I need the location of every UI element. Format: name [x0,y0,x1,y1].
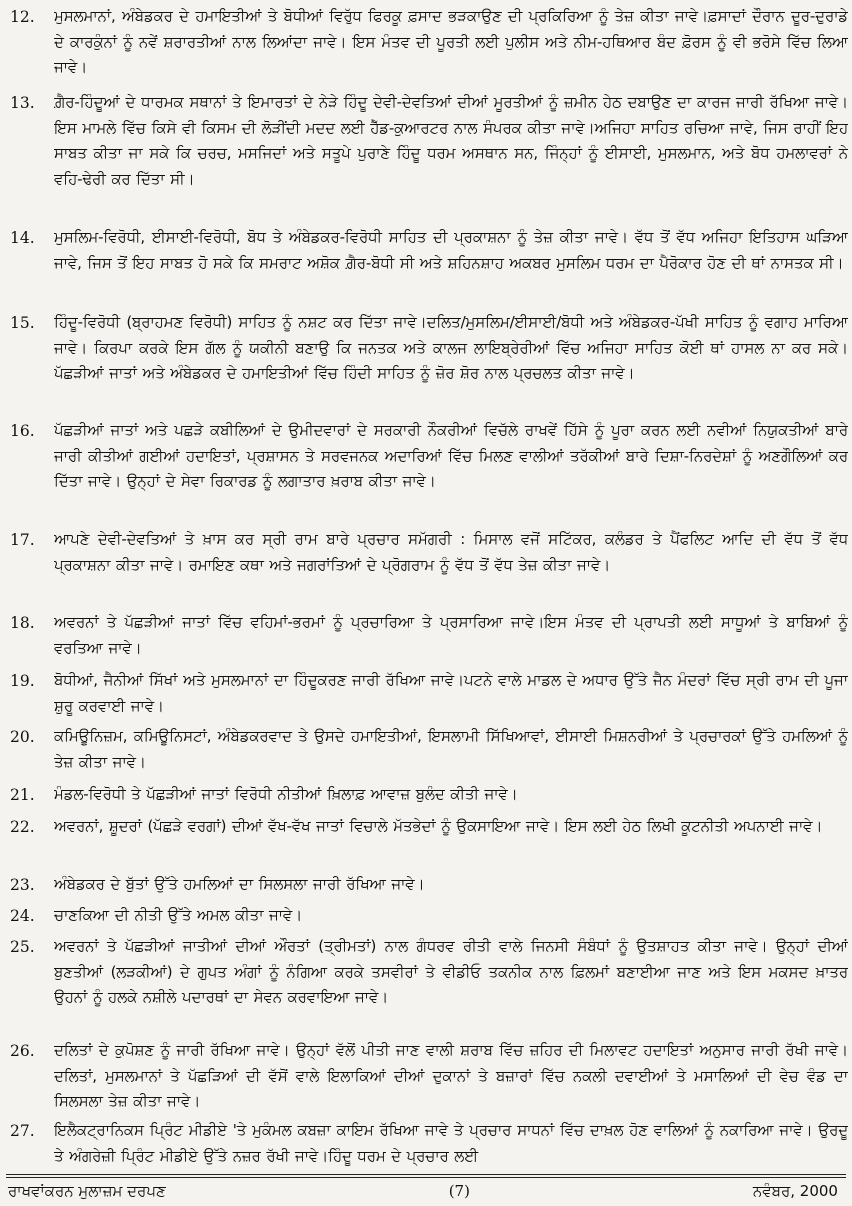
page-footer [8,1178,838,1204]
item-number: 19. [10,672,35,690]
list-item-21 [6,782,848,809]
item-number: 16. [10,422,35,440]
publication-title: ਰਾਖਵਾਂਕਰਨ ਮੁਲਾਜ਼ਮ ਦਰਪਣ [8,1182,166,1200]
list-item-13 [6,90,848,193]
item-text: ਅੰਬੇਡਕਰ ਦੇ ਬੁੱਤਾਂ ਉੱਤੇ ਹਮਲਿਆਂ ਦਾ ਸਿਲਸਲਾ ਜਾਰੀ ਰੱਖਿਆ ਜਾਵੇ। [54,875,425,893]
item-text: ਅਵਰਨਾਂ ਤੇ ਪੱਛੜੀਆਂ ਜਾਤੀਆਂ ਦੀਆਂ ਔਰਤਾਂ (ਤ੍ਰੀਮਤਾਂ) ਨਾਲ ਗੰਧਰਵ ਰੀਤੀ ਵਾਲੇ ਜਿਨਸੀ ਸੰਬੰਧਾਂ ਨੂੰ ਉਤਸ਼ਾਹਤ ਕੀਤਾ ਜਾਵੇ। ਉਨ੍ਹਾਂ ਦੀਆਂ ਬੁਣਤੀਆਂ (ਲੜਕੀਆਂ) ਦੇ ਗੁਪਤ ਅੰਗਾਂ ਨੂੰ ਨੰਗਿਆ ਕਰਕੇ ਤਸਵੀਰਾਂ ਤੇ ਵੀਡੀਓ ਤਕਨੀਕ ਨਾਲ ਫ਼ਿਲਮਾਂ ਬਣਾਈਆ ਜਾਣ ਅਤੇ ਇਸ ਮਕਸਦ ਖ਼ਾਤਰ ਉਹਨਾਂ ਨੂੰ ਹਲਕੇ ਨਸ਼ੀਲੇ ਪਦਾਰਥਾਂ ਦਾ ਸੇਵਨ ਕਰਵਾਇਆ ਜਾਵੇ। [54,937,848,1006]
list-item-19 [6,668,848,720]
issue-date: ਨਵੰਬਰ, 2000 [752,1182,838,1200]
item-text: ਮੁਸਲਿਮ-ਵਿਰੋਧੀ, ਈਸਾਈ-ਵਿਰੋਧੀ, ਬੋਧ ਤੇ ਅੰਬੇਡਕਰ-ਵਿਰੋਧੀ ਸਾਹਿਤ ਦੀ ਪ੍ਰਕਾਸ਼ਨਾ ਨੂੰ ਤੇਜ਼ ਕੀਤਾ ਜਾਵੇ। ਵੱਧ ਤੋਂ ਵੱਧ ਅਜਿਹਾ ਇਤਿਹਾਸ ਘੜਿਆ ਜਾਵੇ, ਜਿਸ ਤੋਂ ਇਹ ਸਾਬਤ ਹੋ ਸਕੇ ਕਿ ਸਮਰਾਟ ਅਸ਼ੋਕ ਗ਼ੈਰ-ਬੋਧੀ ਸੀ ਅਤੇ ਸ਼ਹਿਨਸ਼ਾਹ ਅਕਬਰ ਮੁਸਲਿਮ ਧਰਮ ਦਾ ਪੈਰੋਕਾਰ ਹੋਣ ਦੀ ਥਾਂ ਨਾਸਤਕ ਸੀ। [54,228,848,272]
list-item-24 [6,903,848,930]
item-text: ਆਪਣੇ ਦੇਵੀ-ਦੇਵਤਿਆਂ ਤੇ ਖ਼ਾਸ ਕਰ ਸ੍ਰੀ ਰਾਮ ਬਾਰੇ ਪ੍ਰਚਾਰ ਸਮੱਗਰੀ : ਮਿਸਾਲ ਵਜੋਂ ਸਟਿੱਕਰ, ਕਲੰਡਰ ਤੇ ਪੈਂਫਲਿਟ ਆਦਿ ਦੀ ਵੱਧ ਤੋਂ ਵੱਧ ਪ੍ਰਕਾਸ਼ਨਾ ਕੀਤਾ ਜਾਵੇ। ਰਮਾਇਣ ਕਥਾ ਅਤੇ ਜਗਰਾਂਤਿਆਂ ਦੇ ਪ੍ਰੋਗਰਾਮ ਨੂੰ ਵੱਧ ਤੋਂ ਵੱਧ ਤੇਜ਼ ਕੀਤਾ ਜਾਵੇ। [54,530,848,574]
item-text: ਗ਼ੈਰ-ਹਿੰਦੂਆਂ ਦੇ ਧਾਰਮਕ ਸਥਾਨਾਂ ਤੇ ਇਮਾਰਤਾਂ ਦੇ ਨੇੜੇ ਹਿੰਦੂ ਦੇਵੀ-ਦੇਵਤਿਆਂ ਦੀਆਂ ਮੂਰਤੀਆਂ ਨੂੰ ਜ਼ਮੀਨ ਹੇਠ ਦਬਾਉਣ ਦਾ ਕਾਰਜ ਜਾਰੀ ਰੱਖਿਆ ਜਾਵੇ।ਇਸ ਮਾਮਲੇ ਵਿੱਚ ਕਿਸੇ ਵੀ ਕਿਸਮ ਦੀ ਲੋੜੀਂਦੀ ਮਦਦ ਲਈ ਹੈੱਡ-ਕੁਆਰਟਰ ਨਾਲ ਸੰਪਰਕ ਕੀਤਾ ਜਾਵੇ।ਅਜਿਹਾ ਸਾਹਿਤ ਰਚਿਆ ਜਾਵੇ, ਜਿਸ ਰਾਹੀਂ ਇਹ ਸਾਬਤ ਕੀਤਾ ਜਾ ਸਕੇ ਕਿ ਚਰਚ, ਮਸਜਿਦਾਂ ਅਤੇ ਸਤੂਪੇ ਪੁਰਾਣੇ ਹਿੰਦੂ ਧਰਮ ਅਸਥਾਨ ਸਨ, ਜਿੰਨ੍ਹਾਂ ਨੂੰ ਈਸਾਈ, ਮੁਸਲਮਾਨ, ਅਤੇ ਬੋਧ ਹਮਲਾਵਰਾਂ ਨੇ ਵਹਿ-ਢੇਰੀ ਕਰ ਦਿੱਤਾ ਸੀ। [54,93,848,188]
list-item-12 [6,4,848,81]
item-number: 15. [10,314,35,332]
item-text: ਹਿੰਦੂ-ਵਿਰੋਧੀ (ਬ੍ਰਾਹਮਣ ਵਿਰੋਧੀ) ਸਾਹਿਤ ਨੂੰ ਨਸ਼ਟ ਕਰ ਦਿੱਤਾ ਜਾਵੇ।ਦਲਿਤ/ਮੁਸਲਿਮ/ਈਸਾਈ/ਬੋਧੀ ਅਤੇ ਅੰਬੇਡਕਰ-ਪੱਖੀ ਸਾਹਿਤ ਨੂੰ ਵਗਾਹ ਮਾਰਿਆ ਜਾਵੇ। ਕਿਰਪਾ ਕਰਕੇ ਇਸ ਗੱਲ ਨੂੰ ਯਕੀਨੀ ਬਣਾਉ ਕਿ ਜਨਤਕ ਅਤੇ ਕਾਲਜ ਲਾਇਬ੍ਰੇਰੀਆਂ ਵਿੱਚ ਅਜਿਹਾ ਸਾਹਿਤ ਕੋਈ ਥਾਂ ਹਾਸਲ ਨਾ ਕਰ ਸਕੇ। ਪੱਛੜੀਆਂ ਜਾਤਾਂ ਅਤੇ ਅੰਬੇਡਕਰ ਦੇ ਹਮਾਇਤੀਆਂ ਵਿੱਚ ਹਿੰਦੀ ਸਾਹਿਤ ਨੂੰ ਜ਼ੋਰ ਸ਼ੋਰ ਨਾਲ ਪ੍ਰਚਲਤ ਕੀਤਾ ਜਾਵੇ। [54,313,848,382]
item-number: 26. [10,1042,35,1060]
item-text: ਮੁਸਲਮਾਨਾਂ, ਅੰਬੇਡਕਰ ਦੇ ਹਮਾਇਤੀਆਂ ਤੇ ਬੋਧੀਆਂ ਵਿਰੁੱਧ ਫਿਰਕੂ ਫ਼ਸਾਦ ਭੜਕਾਉਣ ਦੀ ਪ੍ਰਕਿਰਿਆ ਨੂੰ ਤੇਜ਼ ਕੀਤਾ ਜਾਵੇ।ਫ਼ਸਾਦਾਂ ਦੌਰਾਨ ਦੂਰ-ਦੁਰਾਡੇ ਦੇ ਕਾਰਕੁੰਨਾਂ ਨੂੰ ਨਵੇਂ ਸ਼ਰਾਰਤੀਆਂ ਨਾਲ ਲਿਆਂਦਾ ਜਾਵੇ। ਇਸ ਮੰਤਵ ਦੀ ਪੂਰਤੀ ਲਈ ਪੁਲੀਸ ਅਤੇ ਨੀਮ-ਹਥਿਆਰ ਬੰਦ ਫ਼ੋਰਸ ਨੂੰ ਵੀ ਭਰੋਸੇ ਵਿੱਚ ਲਿਆ ਜਾਵੇ। [54,7,848,76]
list-item-20 [6,724,848,776]
item-number: 27. [10,1122,35,1140]
item-text: ਮੰਡਲ-ਵਿਰੋਧੀ ਤੇ ਪੱਛੜੀਆਂ ਜਾਤਾਂ ਵਿਰੋਧੀ ਨੀਤੀਆਂ ਖ਼ਿਲਾਫ਼ ਆਵਾਜ਼ ਬੁਲੰਦ ਕੀਤੀ ਜਾਵੇ। [54,785,518,803]
item-text: ਦਲਿਤਾਂ ਦੇ ਕੁਪੋਸ਼ਣ ਨੂੰ ਜਾਰੀ ਰੱਖਿਆ ਜਾਵੇ। ਉਨ੍ਹਾਂ ਵੱਲੋਂ ਪੀਤੀ ਜਾਣ ਵਾਲੀ ਸ਼ਰਾਬ ਵਿੱਚ ਜ਼ਹਿਰ ਦੀ ਮਿਲਾਵਟ ਹਦਾਇਤਾਂ ਅਨੁਸਾਰ ਜਾਰੀ ਰੱਖੀ ਜਾਵੇ।ਦਲਿਤਾਂ, ਮੁਸਲਮਾਨਾਂ ਤੇ ਪੱਛੜਿਆਂ ਦੀ ਵੱਸੋਂ ਵਾਲੇ ਇਲਾਕਿਆਂ ਦੀਆਂ ਦੁਕਾਨਾਂ ਤੇ ਬਜ਼ਾਰਾਂ ਵਿੱਚ ਨਕਲੀ ਦਵਾਈਆਂ ਤੇ ਮਸਾਲਿਆਂ ਦੀ ਵੇਚ ਵੰਡ ਦਾ ਸਿਲਸਲਾ ਤੇਜ਼ ਕੀਤਾ ਜਾਵੇ। [54,1041,848,1110]
item-number: 13. [10,94,35,112]
list-item-18 [6,610,848,662]
item-number: 20. [10,728,35,746]
item-text: ਅਵਰਨਾਂ ਤੇ ਪੱਛੜੀਆਂ ਜਾਤਾਂ ਵਿੱਚ ਵਹਿਮਾਂ-ਭਰਮਾਂ ਨੂੰ ਪ੍ਰਚਾਰਿਆ ਤੇ ਪ੍ਰਸਾਰਿਆ ਜਾਵੇ।ਇਸ ਮੰਤਵ ਦੀ ਪ੍ਰਾਪਤੀ ਲਈ ਸਾਧੂਆਂ ਤੇ ਬਾਬਿਆਂ ਨੂੰ ਵਰਤਿਆ ਜਾਵੇ। [54,613,848,657]
list-item-14 [6,225,848,302]
item-text: ਪੱਛੜੀਆਂ ਜਾਤਾਂ ਅਤੇ ਪਛੜੇ ਕਬੀਲਿਆਂ ਦੇ ਉਮੀਦਵਾਰਾਂ ਦੇ ਸਰਕਾਰੀ ਨੌਕਰੀਆਂ ਵਿਚੱਲੇ ਰਾਖਵੇਂ ਹਿੱਸੇ ਨੂੰ ਪੂਰਾ ਕਰਨ ਲਈ ਨਵੀਆਂ ਨਿਯੁਕਤੀਆਂ ਬਾਰੇ ਜਾਰੀ ਕੀਤੀਆਂ ਗਈਆਂ ਹਦਾਇਤਾਂ, ਪ੍ਰਸ਼ਾਸਨ ਤੇ ਸਰਵਜਨਕ ਅਦਾਰਿਆਂ ਵਿੱਚ ਮਿਲਣ ਵਾਲੀਆਂ ਤਰੱਕੀਆਂ ਬਾਰੇ ਦਿਸ਼ਾ-ਨਿਰਦੇਸ਼ਾਂ ਨੂੰ ਅਣਗੌਲਿਆਂ ਕਰ ਦਿੱਤਾ ਜਾਵੇ। ਉਨ੍ਹਾਂ ਦੇ ਸੇਵਾ ਰਿਕਾਰਡ ਨੂੰ ਲਗਾਤਾਰ ਖ਼ਰਾਬ ਕੀਤਾ ਜਾਵੇ। [54,421,848,490]
item-number: 12. [10,8,35,26]
list-item-26 [6,1038,848,1115]
page-number: (7) [448,1182,470,1200]
item-text: ਕਮਿਊਨਿਜ਼ਮ, ਕਮਿਊਨਿਸਟਾਂ, ਅੰਬੇਡਕਰਵਾਦ ਤੇ ਉਸਦੇ ਹਮਾਇਤੀਆਂ, ਇਸਲਾਮੀ ਸਿੱਖਿਆਵਾਂ, ਈਸਾਈ ਮਿਸ਼ਨਰੀਆਂ ਤੇ ਪ੍ਰਚਾਰਕਾਂ ਉੱਤੇ ਹਮਲਿਆਂ ਨੂੰ ਤੇਜ਼ ਕੀਤਾ ਜਾਵੇ। [54,727,848,771]
list-item-23 [6,872,848,899]
item-number: 22. [10,818,35,836]
item-number: 25. [10,938,35,956]
item-number: 21. [10,786,35,804]
list-item-25 [6,934,848,1037]
list-item-16 [6,418,848,521]
item-text: ਬੋਧੀਆਂ, ਜੈਨੀਆਂ ਸਿੱਖਾਂ ਅਤੇ ਮੁਸਲਮਾਨਾਂ ਦਾ ਹਿੰਦੂਕਰਣ ਜਾਰੀ ਰੱਖਿਆ ਜਾਵੇ।ਪਟਨੇ ਵਾਲੇ ਮਾਡਲ ਦੇ ਅਧਾਰ ਉੱਤੇ ਜੈਨ ਮੰਦਰਾਂ ਵਿੱਚ ਸ੍ਰੀ ਰਾਮ ਦੀ ਪੂਜਾ ਸ਼ੁਰੂ ਕਰਵਾਈ ਜਾਵੇ। [54,671,848,715]
list-item-27 [6,1118,848,1170]
item-number: 18. [10,614,35,632]
footer-divider [6,1174,846,1175]
item-text: ਇਲੈਕਟ੍ਰਾਨਿਕਸ ਪ੍ਰਿੰਟ ਮੀਡੀਏ 'ਤੇ ਮੁਕੰਮਲ ਕਬਜ਼ਾ ਕਾਇਮ ਰੱਖਿਆ ਜਾਵੇ ਤੇ ਪ੍ਰਚਾਰ ਸਾਧਨਾਂ ਵਿੱਚ ਦਾਖ਼ਲ ਹੋਣ ਵਾਲਿਆਂ ਨੂੰ ਨਕਾਰਿਆ ਜਾਵੇ। ਉਰਦੂ ਤੇ ਅੰਗਰੇਜ਼ੀ ਪ੍ਰਿੰਟ ਮੀਡੀਏ ਉੱਤੇ ਨਜ਼ਰ ਰੱਖੀ ਜਾਵੇ।ਹਿੰਦੂ ਧਰਮ ਦੇ ਪ੍ਰਚਾਰ ਲਈ [54,1121,848,1165]
list-item-22 [6,814,848,866]
list-item-15 [6,310,848,413]
item-number: 23. [10,876,35,894]
item-number: 14. [10,229,35,247]
item-number: 17. [10,531,35,549]
list-item-17 [6,527,848,604]
item-text: ਅਵਰਨਾਂ, ਸ਼ੂਦਰਾਂ (ਪੱਛੜੇ ਵਰਗਾਂ) ਦੀਆਂ ਵੱਖ-ਵੱਖ ਜਾਤਾਂ ਵਿਚਾਲੇ ਮੱਤਭੇਦਾਂ ਨੂੰ ਉਕਸਾਇਆ ਜਾਵੇ। ਇਸ ਲਈ ਹੇਠ ਲਿਖੀ ਕੂਟਨੀਤੀ ਅਪਨਾਈ ਜਾਵੇ। [54,817,823,835]
item-text: ਚਾਣਕਿਆ ਦੀ ਨੀਤੀ ਉੱਤੇ ਅਮਲ ਕੀਤਾ ਜਾਵੇ। [54,906,303,924]
item-number: 24. [10,907,35,925]
